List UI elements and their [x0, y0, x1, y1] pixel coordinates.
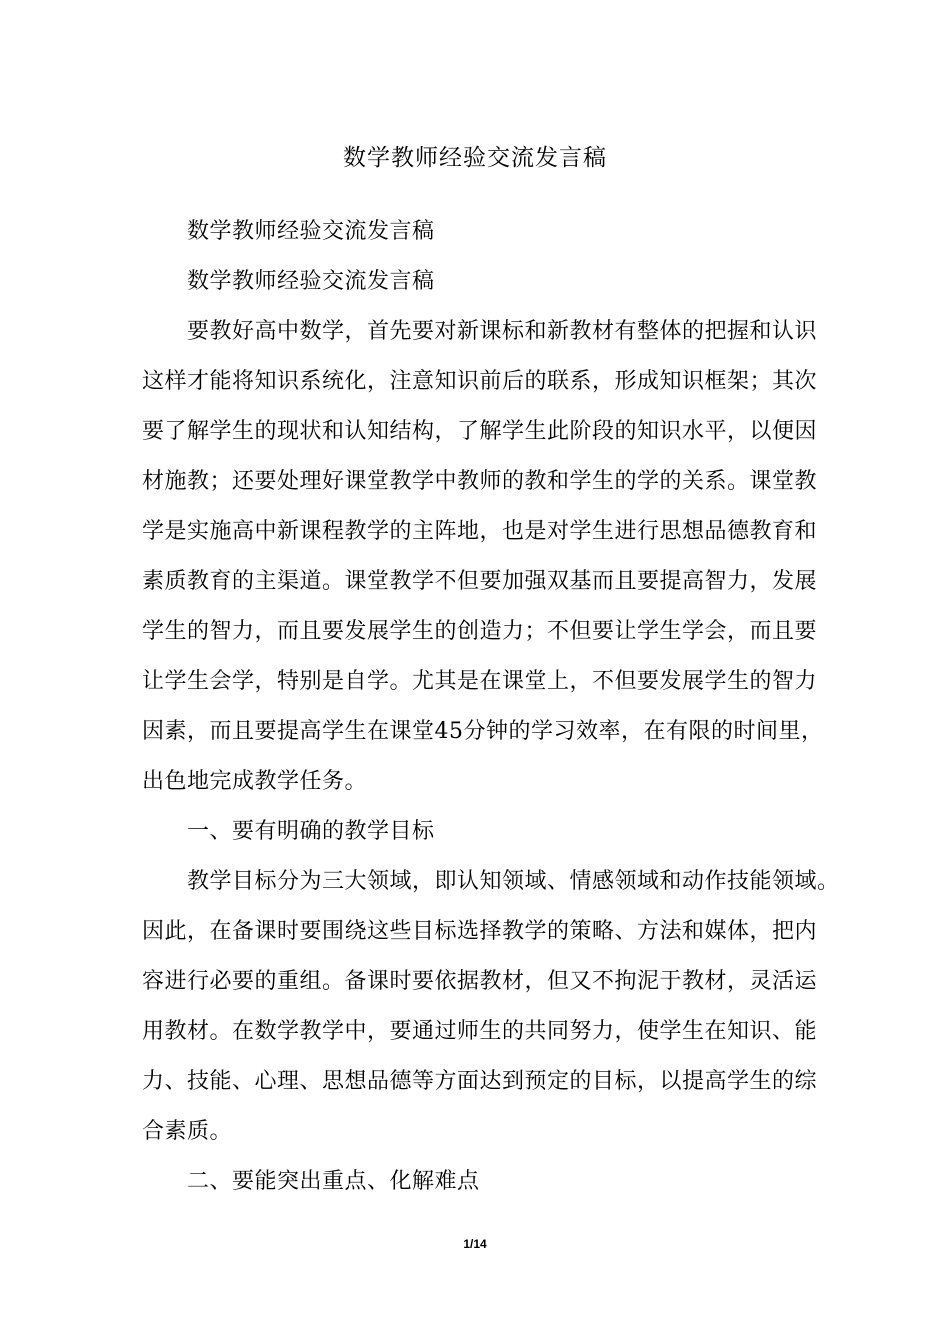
section-heading: 二、要能突出重点、化解难点 [187, 1169, 480, 1194]
document-title: 数学教师经验交流发言稿 [343, 145, 607, 171]
paragraph-line: 教学目标分为三大领域，即认知领域、情感领域和动作技能领域。 [187, 869, 840, 894]
paragraph-line: 用教材。在数学教学中，要通过师生的共同努力，使学生在知识、能 [142, 1019, 818, 1044]
paragraph-line: 要教好高中数学，首先要对新课标和新教材有整体的把握和认识 [187, 319, 818, 344]
paragraph-line: 合素质。 [142, 1119, 233, 1144]
paragraph-line: 学生的智力，而且要发展学生的创造力；不但要让学生学会，而且要 [142, 619, 818, 644]
paragraph-line: 学是实施高中新课程教学的主阵地，也是对学生进行思想品德教育和 [142, 519, 818, 544]
page-number: 1/14 [463, 1237, 487, 1251]
paragraph-line: 素质教育的主渠道。课堂教学不但要加强双基而且要提高智力，发展 [142, 569, 818, 594]
paragraph-line: 容进行必要的重组。备课时要依据教材，但又不拘泥于教材，灵活运 [142, 969, 818, 994]
subtitle-line: 数学教师经验交流发言稿 [187, 219, 435, 244]
section-heading: 一、要有明确的教学目标 [187, 819, 435, 844]
subtitle-line: 数学教师经验交流发言稿 [187, 269, 435, 294]
paragraph-line: 出色地完成教学任务。 [142, 769, 368, 794]
paragraph-line: 这样才能将知识系统化，注意知识前后的联系，形成知识框架；其次 [142, 369, 818, 394]
paragraph-line: 材施教；还要处理好课堂教学中教师的教和学生的学的关系。课堂教 [142, 469, 818, 494]
paragraph-line: 因此，在备课时要围绕这些目标选择教学的策略、方法和媒体，把内 [142, 919, 818, 944]
paragraph-line: 让学生会学，特别是自学。尤其是在课堂上，不但要发展学生的智力 [142, 669, 818, 694]
paragraph-line: 要了解学生的现状和认知结构，了解学生此阶段的知识水平，以便因 [142, 419, 818, 444]
paragraph-line: 力、技能、心理、思想品德等方面达到预定的目标，以提高学生的综 [142, 1069, 818, 1094]
paragraph-line: 因素，而且要提高学生在课堂45分钟的学习效率，在有限的时间里， [142, 719, 824, 744]
